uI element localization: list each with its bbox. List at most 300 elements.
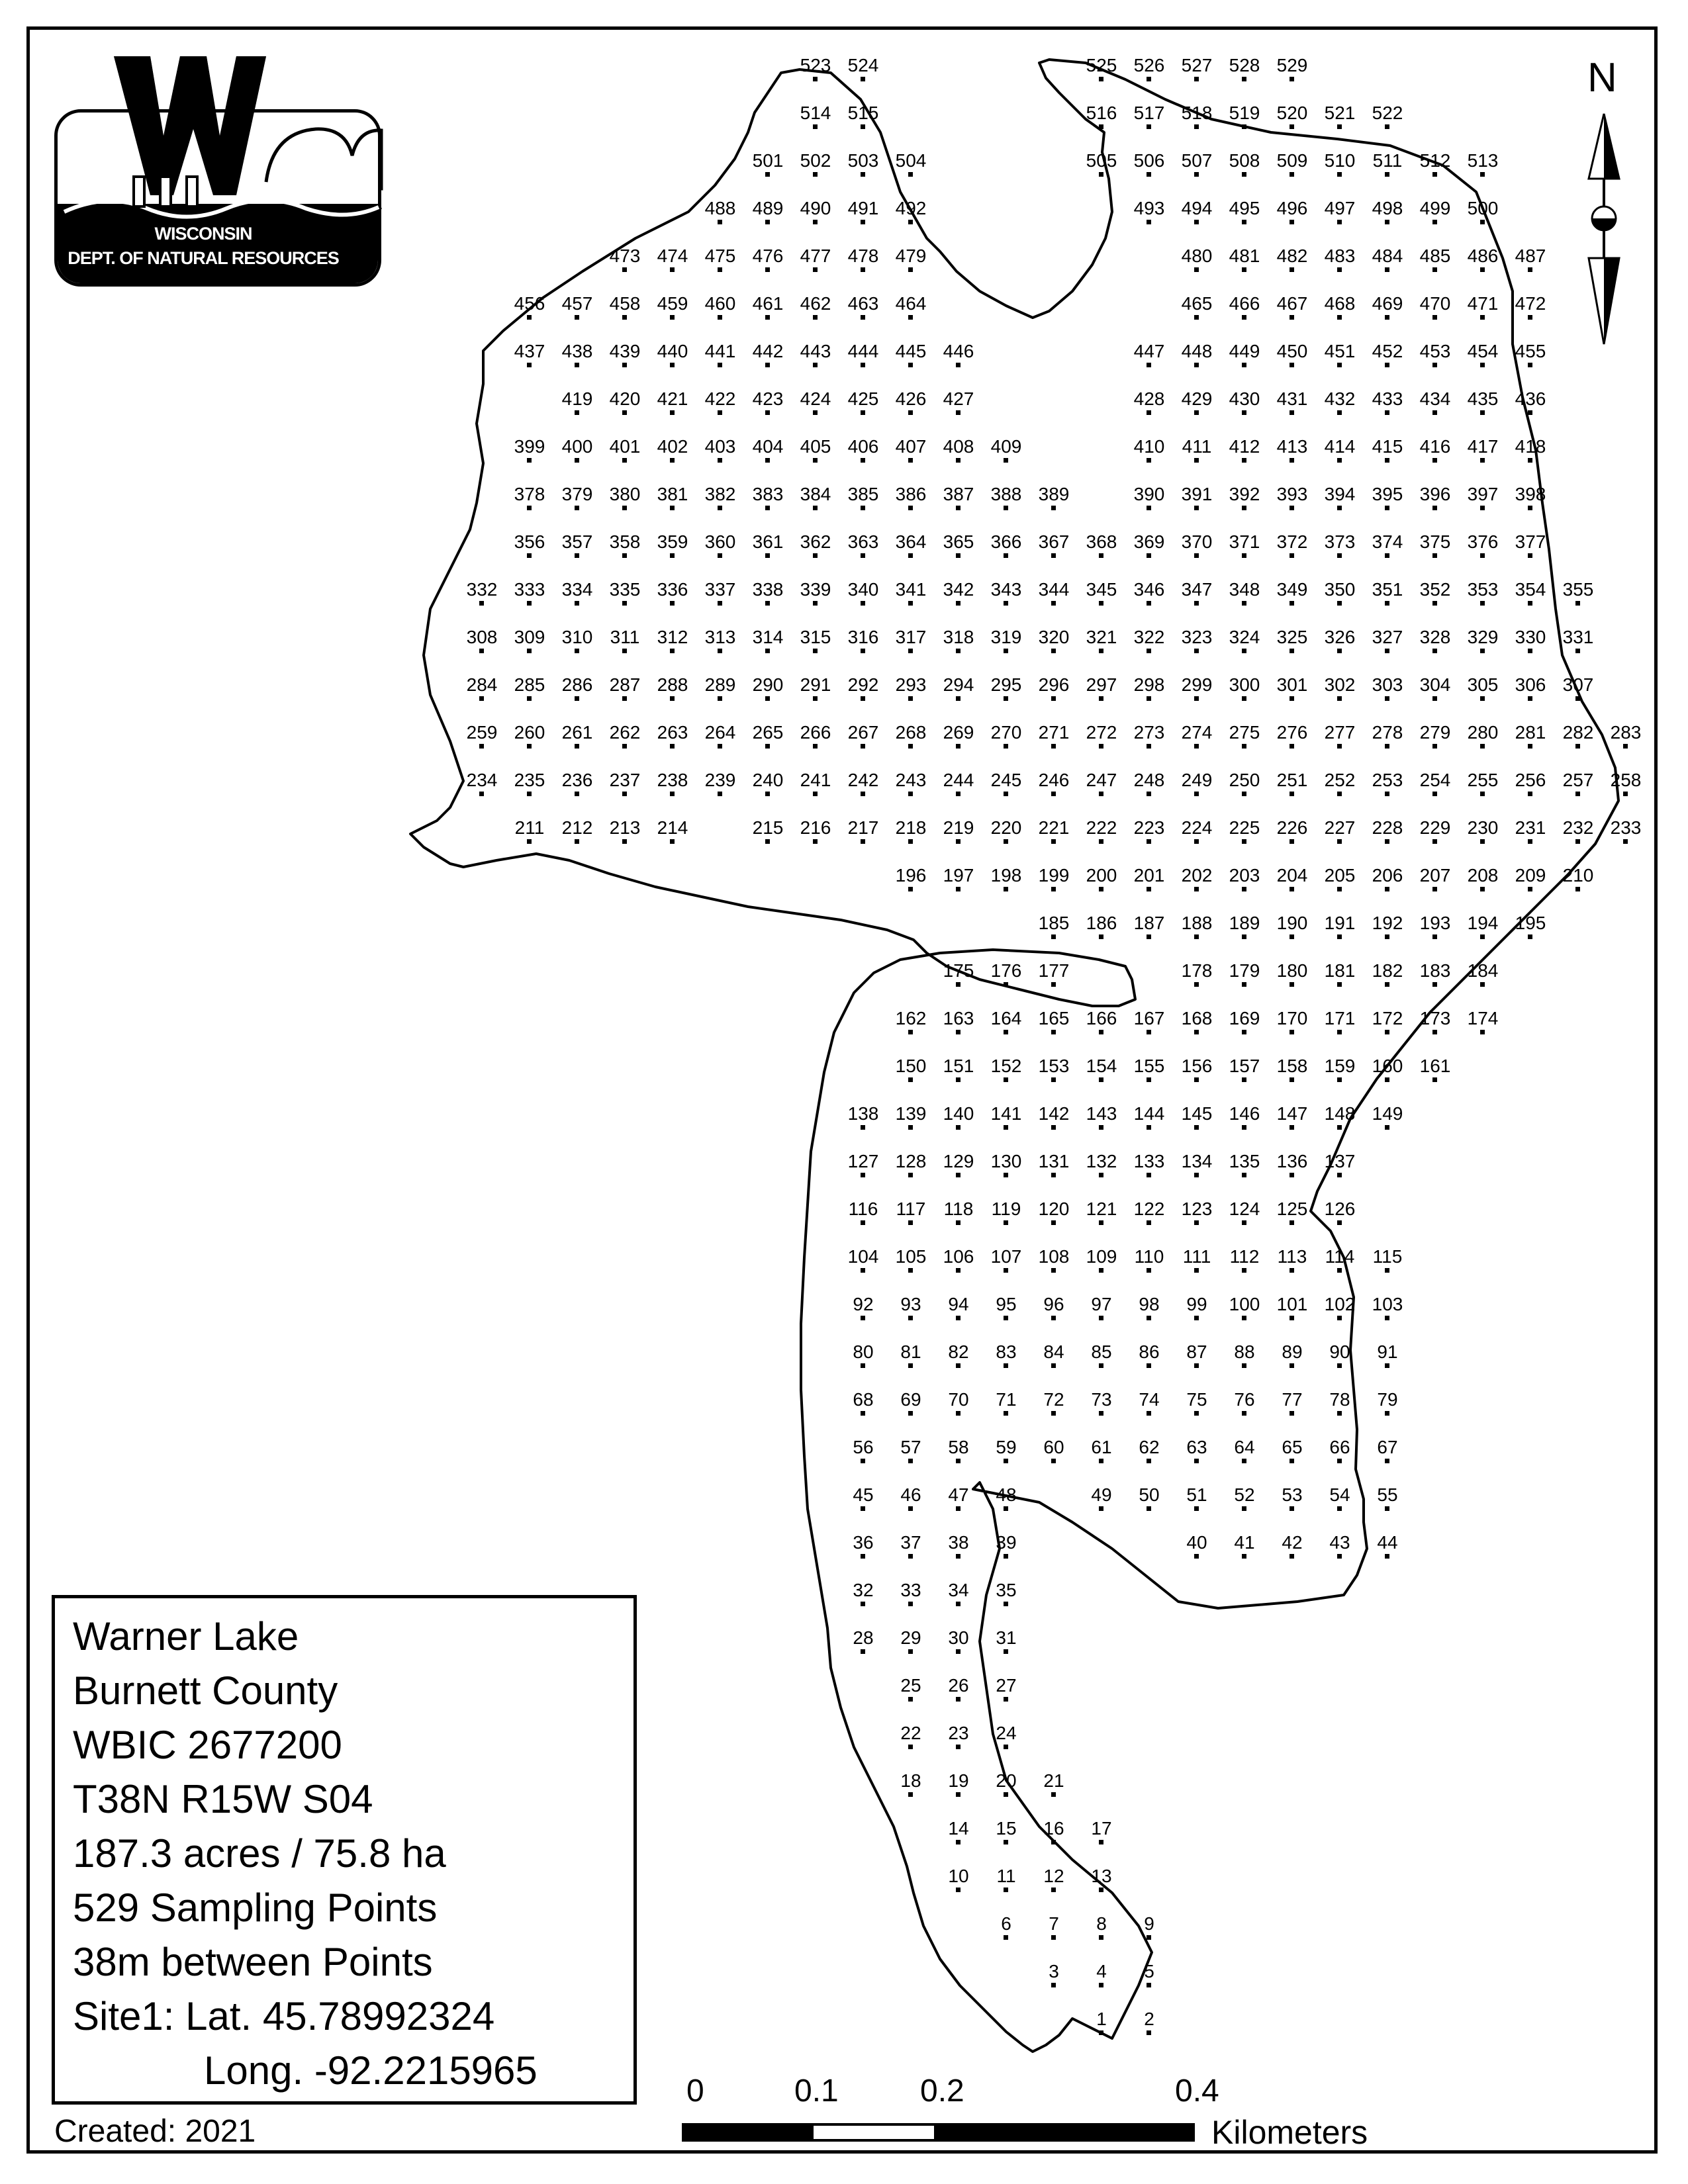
sampling-point-marker (1004, 1363, 1008, 1368)
sampling-point-marker (1194, 124, 1199, 129)
sampling-point-marker (908, 1554, 913, 1559)
sampling-point-label: 418 (1515, 436, 1546, 457)
sampling-point-marker (622, 363, 627, 367)
sampling-point-label: 478 (847, 246, 879, 266)
sampling-point-marker (956, 1077, 961, 1082)
sampling-point-label: 379 (561, 484, 593, 504)
sampling-point-marker (1147, 1459, 1151, 1463)
sampling-point-label: 96 (1043, 1294, 1064, 1314)
sampling-point-label: 143 (1086, 1103, 1117, 1124)
sampling-point-label: 501 (752, 150, 784, 171)
sampling-point-marker (622, 315, 627, 320)
sampling-point-marker (1385, 267, 1389, 272)
sampling-point-label: 462 (800, 293, 831, 314)
sampling-point-marker (527, 649, 532, 653)
sampling-point-marker (1194, 458, 1199, 463)
sampling-point-marker (1147, 410, 1151, 415)
scale-label-1: 0.1 (794, 2073, 839, 2109)
sampling-point-marker (956, 1745, 961, 1749)
sampling-point-marker (1099, 839, 1103, 844)
sampling-point-label: 451 (1324, 341, 1356, 361)
sampling-point-label: 449 (1229, 341, 1260, 361)
sampling-point-marker (1099, 1030, 1103, 1034)
sampling-point-label: 11 (996, 1866, 1016, 1886)
sampling-point-label: 341 (895, 579, 927, 600)
sampling-point-marker (1194, 696, 1199, 701)
sampling-point-label: 332 (466, 579, 498, 600)
sampling-point-label: 491 (847, 198, 879, 218)
sampling-point-label: 419 (561, 388, 593, 409)
sampling-point-label: 245 (990, 770, 1022, 790)
scale-segment (937, 2123, 1195, 2142)
sampling-point-label: 27 (996, 1675, 1017, 1696)
sampling-point-label: 166 (1086, 1008, 1117, 1028)
sampling-point-marker (956, 1125, 961, 1130)
sampling-point-label: 384 (800, 484, 831, 504)
sampling-point-marker (956, 649, 961, 653)
sampling-point-marker (1242, 1459, 1246, 1463)
sampling-point-label: 523 (800, 55, 831, 75)
sampling-point-marker (718, 267, 722, 272)
sampling-point-marker (1004, 1554, 1008, 1559)
sampling-point-label: 77 (1282, 1389, 1303, 1410)
sampling-point-label: 173 (1419, 1008, 1451, 1028)
sampling-point-marker (956, 601, 961, 606)
sampling-point-label: 529 (1276, 55, 1308, 75)
sampling-point-marker (1289, 601, 1294, 606)
sampling-point-marker (1194, 220, 1199, 224)
sampling-point-marker (575, 792, 579, 796)
sampling-point-marker (1004, 1411, 1008, 1416)
sampling-point-label: 108 (1038, 1246, 1070, 1267)
sampling-point-label: 109 (1086, 1246, 1117, 1267)
sampling-point-marker (1480, 934, 1485, 939)
sampling-point-marker (1432, 363, 1437, 367)
sampling-point-marker (575, 839, 579, 844)
sampling-point-label: 528 (1229, 55, 1260, 75)
sampling-point-marker (908, 887, 913, 891)
sampling-point-label: 184 (1467, 960, 1499, 981)
sampling-point-marker (1099, 1173, 1103, 1177)
sampling-point-marker (1289, 1173, 1294, 1177)
sampling-point-label: 191 (1324, 913, 1356, 933)
sampling-point-marker (956, 458, 961, 463)
sampling-point-label: 28 (853, 1627, 874, 1648)
sampling-point-label: 512 (1419, 150, 1451, 171)
sampling-point-label: 161 (1419, 1056, 1451, 1076)
sampling-point-marker (908, 1411, 913, 1416)
sampling-point-marker (908, 601, 913, 606)
sampling-point-marker (1385, 696, 1389, 701)
sampling-point-label: 420 (609, 388, 641, 409)
sampling-point-marker (1004, 1935, 1008, 1940)
lake-area: 187.3 acres / 75.8 ha (73, 1831, 446, 1876)
sampling-point-marker (861, 1459, 865, 1463)
sampling-point-label: 241 (800, 770, 831, 790)
sampling-point-label: 57 (900, 1437, 921, 1457)
sampling-point-marker (1194, 1363, 1199, 1368)
sampling-point-marker (1194, 1459, 1199, 1463)
sampling-point-label: 221 (1038, 817, 1070, 838)
sampling-point-marker (1337, 410, 1342, 415)
sampling-point-label: 149 (1372, 1103, 1403, 1124)
sampling-point-marker (1147, 2030, 1151, 2035)
sampling-point-marker (908, 506, 913, 510)
sampling-point-label: 110 (1134, 1246, 1164, 1267)
sampling-point-label: 479 (895, 246, 927, 266)
sampling-point-label: 306 (1515, 674, 1546, 695)
sampling-point-label: 514 (800, 103, 831, 123)
sampling-point-marker (1242, 1268, 1246, 1273)
sampling-point-marker (718, 792, 722, 796)
sampling-point-marker (527, 315, 532, 320)
sampling-point-marker (1480, 553, 1485, 558)
sampling-point-marker (1575, 744, 1580, 749)
sampling-point-label: 129 (943, 1151, 974, 1171)
sampling-point-label: 276 (1276, 722, 1308, 743)
sampling-point-label: 249 (1181, 770, 1213, 790)
sampling-point-marker (861, 124, 865, 129)
sampling-point-marker (956, 1697, 961, 1702)
sampling-point-marker (1528, 792, 1532, 796)
sampling-point-marker (1004, 887, 1008, 891)
sampling-point-label: 151 (943, 1056, 974, 1076)
sampling-point-marker (1432, 1030, 1437, 1034)
sampling-point-label: 244 (943, 770, 974, 790)
sampling-point-label: 392 (1229, 484, 1260, 504)
sampling-point-marker (527, 839, 532, 844)
sampling-point-label: 399 (514, 436, 545, 457)
sampling-point-marker (1385, 315, 1389, 320)
sampling-point-label: 457 (561, 293, 593, 314)
sampling-point-label: 229 (1419, 817, 1451, 838)
sampling-point-marker (479, 744, 484, 749)
sampling-point-label: 372 (1276, 531, 1308, 552)
sampling-point-label: 485 (1419, 246, 1451, 266)
sampling-point-marker (1194, 172, 1199, 177)
sampling-point-marker (861, 649, 865, 653)
sampling-point-label: 74 (1139, 1389, 1160, 1410)
sampling-point-marker (1147, 1363, 1151, 1368)
dnr-logo-overlay (54, 56, 385, 288)
sampling-point-marker (1099, 934, 1103, 939)
sampling-point-label: 171 (1324, 1008, 1356, 1028)
sampling-point-marker (1004, 1649, 1008, 1654)
sampling-point-label: 237 (609, 770, 641, 790)
sampling-point-marker (1432, 601, 1437, 606)
sampling-point-label: 508 (1229, 150, 1260, 171)
sampling-point-label: 304 (1419, 674, 1451, 695)
sampling-point-label: 30 (948, 1627, 969, 1648)
sampling-point-label: 182 (1372, 960, 1403, 981)
sampling-point-marker (1480, 601, 1485, 606)
sampling-point-marker (765, 601, 770, 606)
sampling-point-label: 450 (1276, 341, 1308, 361)
sampling-point-label: 105 (895, 1246, 927, 1267)
sampling-point-marker (1099, 1077, 1103, 1082)
sampling-point-label: 130 (990, 1151, 1022, 1171)
sampling-point-marker (1289, 1554, 1294, 1559)
sampling-point-marker (1289, 1077, 1294, 1082)
sampling-point-label: 64 (1234, 1437, 1255, 1457)
sampling-point-label: 49 (1091, 1484, 1112, 1505)
sampling-point-label: 43 (1329, 1532, 1350, 1553)
sampling-point-marker (1432, 934, 1437, 939)
sampling-point-marker (1147, 1077, 1151, 1082)
sampling-point-marker (1194, 77, 1199, 81)
sampling-point-label: 445 (895, 341, 927, 361)
sampling-point-label: 10 (948, 1866, 969, 1886)
sampling-point-marker (1337, 1268, 1342, 1273)
sampling-point-marker (1385, 839, 1389, 844)
sampling-point-label: 487 (1515, 246, 1546, 266)
sampling-point-label: 199 (1038, 865, 1070, 886)
sampling-point-marker (1242, 172, 1246, 177)
sampling-point-marker (908, 1459, 913, 1463)
sampling-point-marker (1242, 1125, 1246, 1130)
sampling-point-marker (1575, 649, 1580, 653)
sampling-point-label: 470 (1419, 293, 1451, 314)
sampling-point-label: 496 (1276, 198, 1308, 218)
sampling-point-marker (1432, 267, 1437, 272)
sampling-point-marker (1194, 553, 1199, 558)
sampling-point-marker (1242, 744, 1246, 749)
sampling-point-label: 354 (1515, 579, 1546, 600)
sampling-point-marker (1337, 1506, 1342, 1511)
sampling-point-label: 265 (752, 722, 784, 743)
sampling-point-label: 136 (1276, 1151, 1308, 1171)
sampling-point-label: 282 (1562, 722, 1594, 743)
sampling-point-label: 502 (800, 150, 831, 171)
sampling-point-marker (1337, 1173, 1342, 1177)
sampling-point-label: 61 (1091, 1437, 1112, 1457)
sampling-point-label: 494 (1181, 198, 1213, 218)
site-latitude: Site1: Lat. 45.78992324 (73, 1994, 495, 2038)
sampling-point-label: 190 (1276, 913, 1308, 933)
sampling-point-marker (1242, 839, 1246, 844)
sampling-point-label: 106 (943, 1246, 974, 1267)
sampling-point-marker (1099, 2030, 1103, 2035)
sampling-point-label: 128 (895, 1151, 927, 1171)
sampling-point-label: 253 (1372, 770, 1403, 790)
logo-line-1: WISCONSIN (154, 224, 252, 244)
sampling-point-label: 65 (1282, 1437, 1303, 1457)
sampling-point-label: 474 (657, 246, 688, 266)
sampling-point-marker (908, 267, 913, 272)
sampling-point-marker (1147, 649, 1151, 653)
sampling-point-marker (1147, 1316, 1151, 1320)
sampling-point-label: 288 (657, 674, 688, 695)
sampling-point-label: 145 (1181, 1103, 1213, 1124)
sampling-point-marker (670, 363, 675, 367)
sampling-point-label: 140 (943, 1103, 974, 1124)
sampling-point-label: 319 (990, 627, 1022, 647)
sampling-point-marker (908, 839, 913, 844)
sampling-point-marker (1289, 124, 1294, 129)
sampling-point-marker (813, 267, 818, 272)
sampling-point-marker (670, 792, 675, 796)
sampling-point-label: 429 (1181, 388, 1213, 409)
sampling-points-count: 529 Sampling Points (73, 1886, 438, 1930)
sampling-point-marker (1337, 172, 1342, 177)
sampling-point-marker (1337, 887, 1342, 891)
sampling-point-label: 183 (1419, 960, 1451, 981)
sampling-point-marker (575, 315, 579, 320)
sampling-point-marker (1099, 1411, 1103, 1416)
sampling-point-marker (1194, 792, 1199, 796)
sampling-point-marker (1004, 458, 1008, 463)
sampling-point-label: 232 (1562, 817, 1594, 838)
sampling-point-label: 375 (1419, 531, 1451, 552)
sampling-point-label: 223 (1133, 817, 1165, 838)
lake-name: Warner Lake (73, 1614, 299, 1659)
sampling-point-label: 272 (1086, 722, 1117, 743)
sampling-point-label: 434 (1419, 388, 1451, 409)
sampling-point-marker (1194, 267, 1199, 272)
sampling-point-marker (861, 1125, 865, 1130)
sampling-point-marker (1099, 601, 1103, 606)
sampling-point-marker (813, 553, 818, 558)
sampling-point-marker (956, 553, 961, 558)
sampling-point-label: 328 (1419, 627, 1451, 647)
sampling-point-marker (1528, 744, 1532, 749)
sampling-point-label: 417 (1467, 436, 1499, 457)
sampling-point-label: 380 (609, 484, 641, 504)
sampling-point-marker (1099, 887, 1103, 891)
sampling-point-marker (1147, 887, 1151, 891)
sampling-point-label: 206 (1372, 865, 1403, 886)
sampling-point-label: 18 (900, 1770, 921, 1791)
sampling-point-marker (1289, 172, 1294, 177)
sampling-point-marker (622, 649, 627, 653)
sampling-point-marker (1004, 1697, 1008, 1702)
sampling-point-label: 374 (1372, 531, 1403, 552)
sampling-point-label: 63 (1186, 1437, 1207, 1457)
sampling-point-label: 99 (1186, 1294, 1207, 1314)
sampling-point-marker (1004, 1745, 1008, 1749)
sampling-point-label: 447 (1133, 341, 1165, 361)
sampling-point-label: 44 (1377, 1532, 1398, 1553)
sampling-point-marker (622, 267, 627, 272)
sampling-point-label: 527 (1181, 55, 1213, 75)
sampling-point-marker (1051, 1220, 1056, 1225)
sampling-point-label: 132 (1086, 1151, 1117, 1171)
sampling-point-marker (1194, 934, 1199, 939)
sampling-point-marker (622, 458, 627, 463)
sampling-point-label: 525 (1086, 55, 1117, 75)
sampling-point-label: 439 (609, 341, 641, 361)
sampling-point-marker (527, 553, 532, 558)
sampling-point-label: 289 (704, 674, 736, 695)
sampling-point-label: 139 (895, 1103, 927, 1124)
sampling-point-label: 346 (1133, 579, 1165, 600)
sampling-point-label: 390 (1133, 484, 1165, 504)
sampling-point-marker (1099, 1506, 1103, 1511)
scale-segment (811, 2123, 937, 2142)
sampling-point-label: 54 (1329, 1484, 1350, 1505)
sampling-point-label: 293 (895, 674, 927, 695)
sampling-point-label: 365 (943, 531, 974, 552)
sampling-point-marker (1051, 982, 1056, 987)
sampling-point-marker (670, 315, 675, 320)
sampling-point-label: 2 (1144, 2009, 1154, 2029)
sampling-point-label: 303 (1372, 674, 1403, 695)
sampling-point-label: 33 (900, 1580, 921, 1600)
sampling-point-marker (1004, 1602, 1008, 1606)
sampling-point-marker (1242, 506, 1246, 510)
sampling-point-label: 31 (996, 1627, 1017, 1648)
sampling-point-label: 492 (895, 198, 927, 218)
sampling-point-marker (956, 410, 961, 415)
sampling-point-label: 203 (1229, 865, 1260, 886)
sampling-point-marker (1099, 124, 1103, 129)
sampling-point-marker (813, 506, 818, 510)
sampling-points (467, 55, 1642, 2035)
sampling-point-label: 266 (800, 722, 831, 743)
sampling-point-marker (1194, 601, 1199, 606)
sampling-point-marker (861, 77, 865, 81)
sampling-point-marker (908, 363, 913, 367)
sampling-point-marker (861, 553, 865, 558)
sampling-point-marker (1289, 982, 1294, 987)
sampling-point-label: 369 (1133, 531, 1165, 552)
sampling-point-label: 518 (1181, 103, 1213, 123)
sampling-point-marker (670, 458, 675, 463)
sampling-point-marker (908, 553, 913, 558)
sampling-point-label: 212 (561, 817, 593, 838)
sampling-point-marker (1051, 744, 1056, 749)
sampling-point-label: 395 (1372, 484, 1403, 504)
sampling-point-label: 75 (1186, 1389, 1207, 1410)
sampling-point-marker (1385, 124, 1389, 129)
sampling-point-marker (813, 696, 818, 701)
sampling-point-label: 36 (853, 1532, 874, 1553)
sampling-point-marker (527, 363, 532, 367)
sampling-point-label: 359 (657, 531, 688, 552)
sampling-point-label: 381 (657, 484, 688, 504)
sampling-point-marker (1242, 934, 1246, 939)
sampling-point-label: 247 (1086, 770, 1117, 790)
sampling-point-label: 463 (847, 293, 879, 314)
sampling-point-label: 321 (1086, 627, 1117, 647)
sampling-point-label: 111 (1182, 1246, 1211, 1267)
sampling-point-label: 284 (466, 674, 498, 695)
sampling-point-label: 29 (900, 1627, 921, 1648)
sampling-point-label: 252 (1324, 770, 1356, 790)
sampling-point-label: 256 (1515, 770, 1546, 790)
sampling-point-label: 230 (1467, 817, 1499, 838)
sampling-point-label: 427 (943, 388, 974, 409)
sampling-point-marker (1385, 1268, 1389, 1273)
sampling-point-marker (1051, 1411, 1056, 1416)
sampling-point-label: 400 (561, 436, 593, 457)
sampling-point-label: 412 (1229, 436, 1260, 457)
north-arrow-icon (1589, 114, 1619, 344)
sampling-point-label: 387 (943, 484, 974, 504)
sampling-point-marker (718, 458, 722, 463)
sampling-point-marker (1051, 1792, 1056, 1797)
sampling-point-marker (908, 458, 913, 463)
sampling-point-marker (1528, 553, 1532, 558)
sampling-point-label: 163 (943, 1008, 974, 1028)
sampling-point-label: 285 (514, 674, 545, 695)
sampling-point-marker (718, 601, 722, 606)
sampling-point-label: 169 (1229, 1008, 1260, 1028)
sampling-point-marker (1289, 839, 1294, 844)
sampling-point-label: 407 (895, 436, 927, 457)
sampling-point-marker (1004, 1125, 1008, 1130)
sampling-point-label: 361 (752, 531, 784, 552)
